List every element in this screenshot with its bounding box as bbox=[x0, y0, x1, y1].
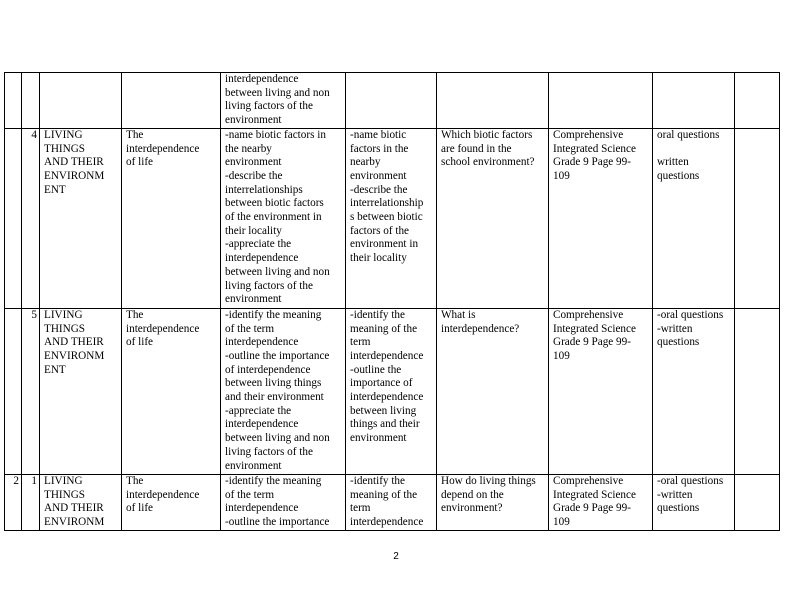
inquiry-question-cell bbox=[437, 73, 549, 129]
inquiry-question-cell: Which biotic factors are found in the school environment? bbox=[437, 128, 549, 308]
learning-resources-cell: Comprehensive Integrated Science Grade 9 Page 99- 109 bbox=[549, 128, 653, 308]
learning-resources-cell: Comprehensive Integrated Science Grade 9 Page 99- 109 bbox=[549, 474, 653, 530]
lesson-cell bbox=[22, 73, 40, 129]
remarks-cell bbox=[735, 308, 780, 474]
assessment-cell bbox=[653, 73, 735, 129]
learning-outcomes-cell: -name biotic factors in the nearby environment -describe the interrelationships between biotic factors of the environment in their locality -appreciate the interdependence between living and non living factors of the environment bbox=[221, 128, 346, 308]
remarks-cell bbox=[735, 128, 780, 308]
week-cell bbox=[5, 308, 22, 474]
learning-outcomes-cell: -identify the meaning of the term interdependence -outline the importance of interdependence between living things and their environment -appreciate the interdependence between living and non living factors of the environment bbox=[221, 308, 346, 474]
learning-experiences-cell: -name biotic factors in the nearby environment -describe the interrelationship s between biotic factors of the environment in their locality bbox=[346, 128, 437, 308]
lesson-cell: 4 bbox=[22, 128, 40, 308]
learning-resources-cell: Comprehensive Integrated Science Grade 9 Page 99- 109 bbox=[549, 308, 653, 474]
learning-experiences-cell: -identify the meaning of the term interdependence -outline the importance of interdependence between living things and their environment bbox=[346, 308, 437, 474]
inquiry-question-cell: How do living things depend on the environment? bbox=[437, 474, 549, 530]
week-cell: 2 bbox=[5, 474, 22, 530]
page-number: 2 bbox=[393, 551, 399, 562]
sub-strand-cell: The interdependence of life bbox=[122, 308, 221, 474]
learning-resources-cell bbox=[549, 73, 653, 129]
lesson-cell: 5 bbox=[22, 308, 40, 474]
sub-strand-cell: The interdependence of life bbox=[122, 474, 221, 530]
strand-cell: LIVING THINGS AND THEIR ENVIRONM bbox=[40, 474, 122, 530]
assessment-cell: -oral questions -written questions bbox=[653, 308, 735, 474]
table-row bbox=[5, 128, 780, 308]
learning-outcomes-cell: -identify the meaning of the term interdependence -outline the importance bbox=[221, 474, 346, 530]
sub-strand-cell: The interdependence of life bbox=[122, 128, 221, 308]
remarks-cell bbox=[735, 73, 780, 129]
table-row bbox=[5, 308, 780, 474]
learning-experiences-cell bbox=[346, 73, 437, 129]
scheme-of-work-table bbox=[4, 72, 780, 531]
sub-strand-cell bbox=[122, 73, 221, 129]
strand-cell: LIVING THINGS AND THEIR ENVIRONM ENT bbox=[40, 308, 122, 474]
inquiry-question-cell: What is interdependence? bbox=[437, 308, 549, 474]
table-row bbox=[5, 474, 780, 530]
strand-cell bbox=[40, 73, 122, 129]
week-cell bbox=[5, 128, 22, 308]
table-row bbox=[5, 73, 780, 129]
strand-cell: LIVING THINGS AND THEIR ENVIRONM ENT bbox=[40, 128, 122, 308]
lesson-cell: 1 bbox=[22, 474, 40, 530]
assessment-cell: oral questions written questions bbox=[653, 128, 735, 308]
remarks-cell bbox=[735, 474, 780, 530]
assessment-cell: -oral questions -written questions bbox=[653, 474, 735, 530]
week-cell bbox=[5, 73, 22, 129]
learning-experiences-cell: -identify the meaning of the term interdependence bbox=[346, 474, 437, 530]
learning-outcomes-cell: interdependence between living and non living factors of the environment bbox=[221, 73, 346, 129]
